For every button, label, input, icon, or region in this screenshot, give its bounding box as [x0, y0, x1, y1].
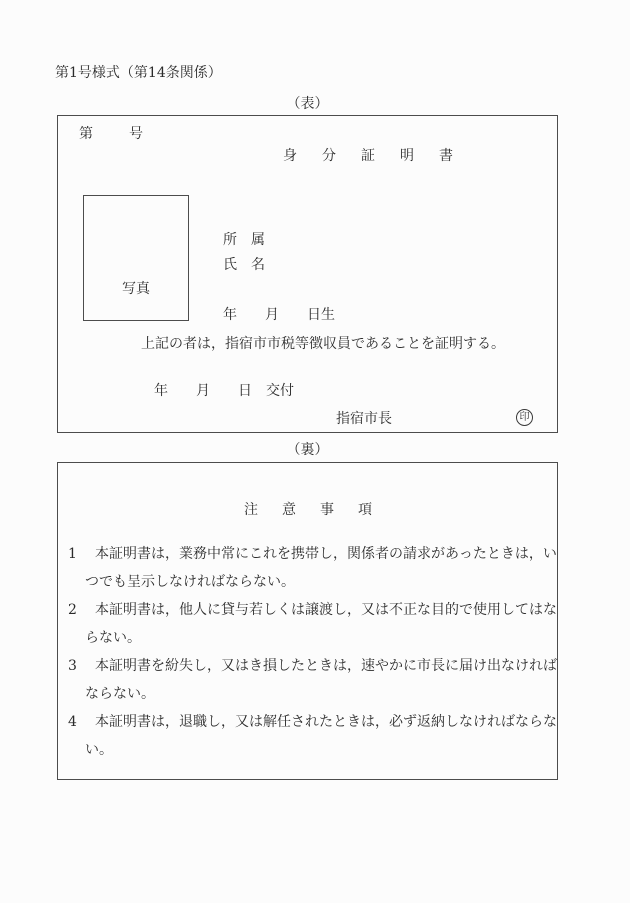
note-line: らない。 — [85, 630, 141, 646]
note-line: ならない。 — [85, 686, 155, 702]
note-line: 本証明書は，退職し，又は解任されたときは，必ず返納しなければならな — [95, 714, 557, 730]
seal-icon — [516, 409, 533, 426]
note-line: つでも呈示しなければならない。 — [85, 574, 295, 590]
photo-label: 写真 — [122, 281, 150, 297]
note-number: 4 — [68, 714, 77, 730]
note-text — [85, 596, 557, 652]
note-text — [85, 708, 557, 764]
note-text — [85, 652, 557, 708]
certificate-number-suffix: 号 — [129, 126, 143, 142]
birthdate-field-label: 年 月 日生 — [223, 307, 335, 323]
note-line: 本証明書を紛失し，又はき損したときは，速やかに市長に届け出なければ — [95, 658, 557, 674]
note-item-2 — [68, 596, 557, 652]
notes-title: 注意事項 — [244, 502, 396, 518]
certificate-number-prefix: 第 — [79, 126, 93, 142]
affiliation-field-label: 所 属 — [223, 232, 265, 248]
issue-date-line: 年 月 日 交付 — [154, 383, 294, 399]
note-number: 1 — [68, 546, 77, 562]
front-side-label: （表） — [286, 96, 329, 112]
certification-statement: 上記の者は，指宿市市税等徴収員であることを証明する。 — [141, 336, 505, 352]
note-line: 本証明書は，他人に貸与若しくは譲渡し，又は不正な目的で使用してはな — [95, 602, 557, 618]
note-number: 3 — [68, 658, 77, 674]
front-certificate-box — [57, 115, 558, 433]
note-item-4 — [68, 708, 557, 764]
form-number-heading: 第1号様式（第14条関係） — [55, 65, 222, 81]
document-title: 身分証明書 — [283, 148, 478, 164]
back-side-label: （裏） — [286, 442, 329, 458]
certificate-number-line — [79, 124, 143, 144]
note-item-3 — [68, 652, 557, 708]
note-line: い。 — [85, 742, 113, 758]
seal-character: 印 — [519, 411, 530, 423]
issuer-title: 指宿市長 — [336, 411, 392, 427]
note-line: 本証明書は，業務中常にこれを携帯し，関係者の請求があったときは，い — [95, 546, 557, 562]
note-item-1 — [68, 540, 557, 596]
photo-placeholder-box — [83, 195, 189, 321]
note-text — [85, 540, 557, 596]
note-number: 2 — [68, 602, 77, 618]
name-field-label: 氏 名 — [223, 257, 265, 273]
